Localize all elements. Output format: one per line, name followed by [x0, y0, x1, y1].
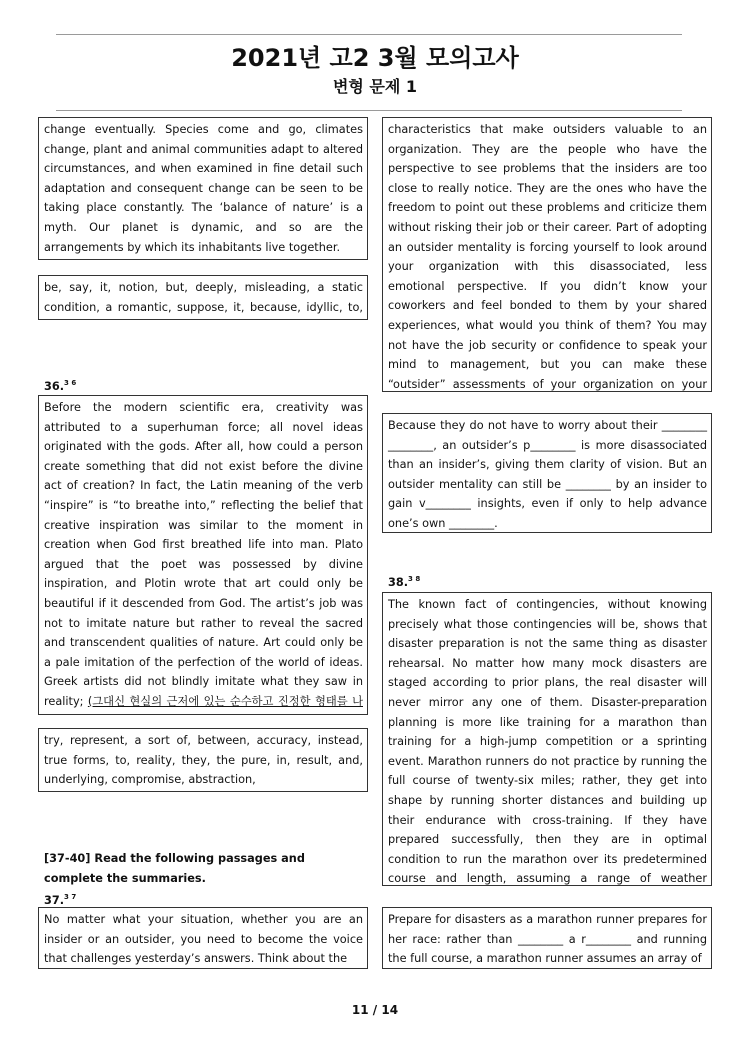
question-36-label: [44, 374, 76, 396]
summary-text: Prepare for disasters as a marathon runner prepares for her race: rather than ________ a r________ and running the full course, a marathon runner assumes an array of: [388, 913, 707, 966]
passage-37-continuation-box: [382, 117, 712, 392]
korean-translation-prompt: (그대신 현실의 근저에 있는 순수하고 진정한 형태를 나: [87, 694, 363, 708]
page-title: 2021년 고2 3월 모의고사: [231, 44, 519, 72]
passage-text: Before the modern scientific era, creativity was attributed to a superhuman force; all novel ideas originated with the gods. After all, how could a person create something that did not exist before the divine act of creation? In fact, the Latin meaning of the verb “inspire” is “to breathe into,” reflecting the belief that creative inspiration was similar to the moment in creation when God first breathed life into man. Plato argued that the poet was possessed by divine inspiration, and Plotin wrote that art could only be beautiful if it descended from God. The artist’s job was not to imitate nature but rather to reveal the sacred and transcendent qualities of nature. Art could only be a pale imitation of the perfection of the world of ideas. Greek artists did not blindly imitate what they saw in reality;: [44, 401, 363, 708]
question-superscript: 3 8: [408, 575, 421, 583]
question-38-label: [388, 570, 420, 592]
summary-text: Because they do not have to worry about their ________ ________, an outsider’s p________ is more disassociated than an insider’s, giving them clarity of vision. But an outsider mentality can still be ________ by an insider to gain v________ insights, even if only to help advance one’s own ________.: [388, 419, 707, 530]
question-superscript: 3 7: [64, 893, 77, 901]
passage-36-box: [38, 395, 368, 715]
passage-continuation-box: [38, 117, 368, 260]
top-rule: [56, 34, 682, 35]
section-heading: [37-40] Read the following passages and complete the summaries.: [44, 852, 305, 885]
word-bank-text: try, represent, a sort of, between, accuracy, instead, true forms, to, reality, they, the pure, in, result, and, underlying, compromise, abstraction,: [44, 734, 363, 787]
question-number: 38.: [388, 575, 409, 589]
page-number: 11 / 14: [351, 1003, 399, 1017]
passage-text: change eventually. Species come and go, climates change, plant and animal communities adapt to altered circumstances, and when examined in fine detail such adaptation and consequent change can be seen to be taking place constantly. The ‘balance of nature’ is a myth. Our planet is dynamic, and so are the arrangements by which its inhabitants live together.: [44, 123, 363, 254]
word-bank-box: [38, 728, 368, 792]
passage-text: characteristics that make outsiders valuable to an organization. They are the people who have the perspective to see problems that the insiders are too close to really notice. They are the ones who have the freedom to point out these problems and criticize them without risking their job or their career. Part of adopting an outsider mentality is forcing yourself to look around your organization with this disassociated, less emotional perspective. If you didn’t know your coworkers and feel bonded to them by your shared experiences, what would you think of them? You may not have the job security or confidence to speak your mind to management, but you can make these “outsider” assessments of your organization on your: [388, 123, 707, 391]
passage-text: The known fact of contingencies, without knowing precisely what those contingencies will be, shows that disaster preparation is not the same thing as disaster rehearsal. No matter how many mock disasters are staged according to prior plans, the real disaster will never mirror any one of them. Disaster-preparation planning is more like training for a marathon than training for a high-jump competition or a sprinting event. Marathon runners do not practice by running the full course of twenty-six miles; rather, they get into shape by running shorter distances and building up their endurance with cross-training. If they have prepared successfully, then they are in optimal condition to run the marathon over its predetermined course and length, assuming a range of weather: [388, 598, 707, 886]
word-bank-text: be, say, it, notion, but, deeply, misleading, a static condition, a romantic, suppose, it, because, idyllic, to,: [44, 281, 363, 314]
passage-38-box: [382, 592, 712, 886]
passage-text: No matter what your situation, whether you are an insider or an outsider, you need to become the voice that challenges yesterday’s answers. Think about the: [44, 913, 363, 966]
summary-38-box: [382, 907, 712, 969]
word-bank-box: [38, 275, 368, 320]
summary-37-box: [382, 413, 712, 533]
question-number: 36.: [44, 379, 65, 393]
header-rule: [56, 110, 682, 111]
passage-37-box: [38, 907, 368, 969]
page-subtitle: 변형 문제 1: [332, 77, 418, 96]
question-superscript: 3 6: [64, 379, 77, 387]
question-number: 37.: [44, 893, 65, 907]
